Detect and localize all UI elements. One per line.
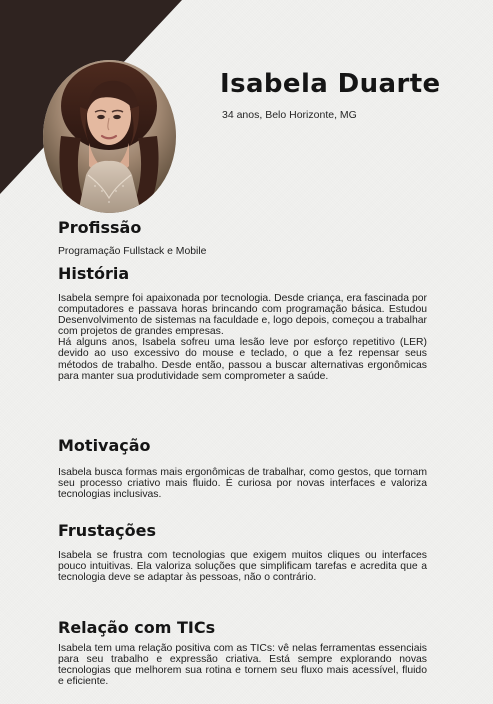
persona-meta: 34 anos, Belo Horizonte, MG	[222, 109, 357, 121]
section-text-frustracoes: Isabela se frustra com tecnologias que exigem muitos cliques ou interfaces pouco intuitivas. Ela valoriza soluções que simplificam tarefas e acredita que a tecnologia deve se adaptar às pessoas, não o contrário.	[58, 550, 427, 584]
section-title-motivacao: Motivação	[58, 436, 151, 455]
section-text-profissao: Programação Fullstack e Mobile	[58, 246, 207, 257]
section-title-frustracoes: Frustações	[58, 521, 157, 540]
section-title-relacao-com-tics: Relação com TICs	[58, 618, 216, 637]
section-text-relacao-com-tics: Isabela tem uma relação positiva com as TICs: vê nelas ferramentas essenciais para seu trabalho e expressão criativa. Está sempre explorando novas tecnologias que melhorem sua rotina e tornem seu fluxo mais acessível, fluido e eficiente.	[58, 643, 427, 688]
historia-paragraph-2: Há alguns anos, Isabela sofreu uma lesão leve por esforço repetitivo (LER) devido ao uso excessivo do mouse e teclado, o que a fez repensar seus métodos de trabalho. Desde então, passou a buscar alternativas ergonômicas para manter sua produtividade sem comprometer a saúde.	[58, 337, 427, 382]
section-title-historia: História	[58, 264, 130, 283]
section-text-motivacao: Isabela busca formas mais ergonômicas de trabalhar, como gestos, que tornam seu processo criativo mais fluido. É curiosa por novas interfaces e valoriza tecnologias inclusivas.	[58, 467, 427, 501]
section-title-profissao: Profissão	[58, 218, 142, 237]
profile-photo-illustration	[43, 60, 176, 213]
persona-name: Isabela Duarte	[220, 69, 441, 99]
profile-photo	[43, 60, 176, 213]
section-text-historia	[58, 293, 427, 382]
historia-paragraph-1: Isabela sempre foi apaixonada por tecnologia. Desde criança, era fascinada por computadores e passava horas brincando com programação básica. Estudou Desenvolvimento de sistemas na faculdade e, logo depois, começou a trabalhar com projetos de grandes empresas.	[58, 293, 427, 338]
